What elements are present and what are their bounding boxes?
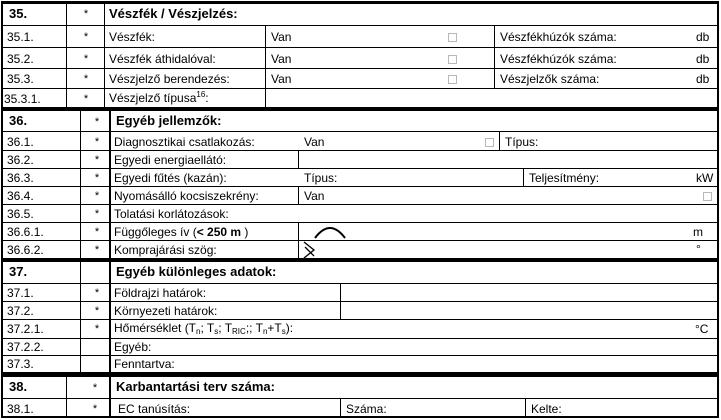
temp-sep-2: ; T — [218, 321, 233, 335]
row-36-6-1-star: * — [94, 226, 100, 238]
row-36-4-label: Nyomásálló kocsiszekrény: — [114, 189, 259, 203]
row-35-2-star: * — [83, 53, 89, 65]
row-36-6-2-unit: ° — [696, 242, 701, 256]
row-36-5-label: Tolatási korlátozások: — [114, 207, 229, 221]
row-35-1-number: 35.1. — [7, 30, 34, 44]
temperature-label: Hőmérséklet (T — [114, 321, 197, 335]
temp-sep-1: ; T — [200, 321, 215, 335]
row-38-1-number: 38.1. — [7, 402, 34, 416]
signal-type-label: Vészjelző típusa — [109, 91, 197, 105]
row-36-6-1-unit: m — [693, 225, 703, 239]
row-35-3-1-number: 35.3.1. — [4, 92, 41, 106]
row-36-6-2-number: 36.6.2. — [7, 243, 44, 257]
row-36-1-label: Diagnosztikai csatlakozás: — [114, 135, 255, 149]
row-36-4-value: Van — [304, 189, 325, 203]
section-35-number: 35. — [9, 6, 28, 21]
row-36-3-type-label: Típus: — [304, 171, 338, 185]
row-35-2-count-label: Vészfékhúzók száma: — [500, 52, 617, 66]
row-36-1-star: * — [94, 136, 100, 148]
row-35-1-label: Vészfék: — [109, 30, 156, 44]
row-37-3-number: 37.3. — [7, 357, 34, 371]
section-36-star: * — [94, 116, 100, 128]
row-36-5-number: 36.5. — [7, 207, 34, 221]
row-36-2-label: Egyedi energiaellátó: — [114, 153, 227, 167]
row-36-3-star: * — [94, 172, 100, 184]
row-36-1-value: Van — [304, 135, 325, 149]
vertical-curve-label: Függőleges ív ( — [114, 225, 197, 239]
row-35-3-number: 35.3. — [7, 72, 34, 86]
row-35-3-value: Van — [271, 72, 292, 86]
row-35-3-unit: db — [696, 72, 710, 86]
row-35-3-1-label — [109, 91, 209, 105]
temp-sub-ric: RIC — [232, 327, 246, 336]
row-36-3-label: Egyedi fűtés (kazán): — [114, 171, 227, 185]
form-sheet — [1, 1, 719, 418]
row-35-2-unit: db — [696, 52, 710, 66]
temp-sub-n: n — [196, 327, 201, 336]
row-35-3-1-star: * — [83, 93, 89, 105]
row-36-4-checkbox[interactable] — [703, 192, 712, 201]
row-36-1-type-label: Típus: — [505, 135, 539, 149]
row-36-4-number: 36.4. — [7, 189, 34, 203]
row-35-2-label: Vészfék áthidalóval: — [109, 52, 216, 66]
row-37-1-star: * — [94, 287, 100, 299]
temp-sub-n2: n — [262, 327, 268, 336]
row-35-1-unit: db — [696, 30, 710, 44]
row-37-1-label: Földrajzi határok: — [114, 286, 207, 300]
row-36-3-number: 36.3. — [7, 171, 34, 185]
row-38-1-label: EC tanúsítás: — [118, 402, 191, 416]
row-37-2-2-label: Egyéb: — [114, 340, 152, 354]
row-36-6-2-star: * — [94, 244, 100, 256]
row-37-2-1-label — [114, 321, 293, 335]
row-37-2-1-number: 37.2.1. — [7, 322, 44, 336]
vertical-curve-paren: ) — [241, 225, 249, 239]
section-38-title: Karbantartási terv száma: — [116, 379, 275, 394]
row-35-1-value: Van — [271, 30, 292, 44]
temp-end: ): — [285, 321, 294, 335]
row-36-3-unit: kW — [696, 171, 714, 185]
row-35-2-value: Van — [271, 52, 292, 66]
row-36-2-number: 36.2. — [7, 153, 34, 167]
row-36-6-1-label — [114, 225, 248, 239]
section-35-star: * — [83, 8, 89, 20]
row-35-2-number: 35.2. — [7, 52, 34, 66]
row-38-1-star: * — [92, 403, 98, 415]
row-35-2-checkbox[interactable] — [448, 55, 457, 64]
section-36-title: Egyéb jellemzők: — [116, 113, 222, 128]
row-37-2-label: Környezeti határok: — [114, 304, 218, 318]
row-36-1-checkbox[interactable] — [485, 138, 494, 147]
row-35-1-star: * — [83, 31, 89, 43]
row-36-1-number: 36.1. — [7, 135, 34, 149]
row-36-3-power-label: Teljesítmény: — [529, 171, 600, 185]
row-35-3-checkbox[interactable] — [448, 75, 457, 84]
temp-sub-s2: s — [281, 327, 286, 336]
vertical-curve-limit: < 250 m — [196, 225, 242, 239]
row-35-1-count-label: Vészfékhúzók száma: — [500, 30, 617, 44]
temp-sub-s: s — [214, 327, 219, 336]
row-36-5-star: * — [94, 208, 100, 220]
footnote-16: 16 — [196, 90, 206, 99]
row-37-1-number: 37.1. — [7, 286, 34, 300]
section-38-number: 38. — [9, 379, 28, 394]
section-36-number: 36. — [9, 113, 28, 128]
row-36-4-star: * — [94, 190, 100, 202]
section-35-title: Vészfék / Vészjelzés: — [109, 6, 238, 21]
section-38-star: * — [92, 382, 98, 394]
row-35-1-checkbox[interactable] — [448, 33, 457, 42]
row-37-3-label: Fenntartva: — [114, 357, 175, 371]
signal-type-colon: : — [205, 91, 209, 105]
row-36-6-2-label: Komprajárási szög: — [114, 243, 217, 257]
row-37-2-number: 37.2. — [7, 304, 34, 318]
section-37-title: Egyéb különleges adatok: — [116, 264, 277, 279]
row-37-2-1-unit: °C — [695, 322, 709, 336]
row-35-3-label: Vészjelző berendezés: — [109, 72, 230, 86]
row-37-2-star: * — [94, 305, 100, 317]
row-37-2-2-number: 37.2.2. — [7, 340, 44, 354]
temp-sep-3: ;; T — [245, 321, 263, 335]
row-35-3-star: * — [83, 73, 89, 85]
row-35-3-count-label: Vészjelzők száma: — [500, 72, 600, 86]
row-36-2-star: * — [94, 154, 100, 166]
row-38-1-date-label: Kelte: — [531, 402, 562, 416]
row-36-6-1-number: 36.6.1. — [7, 225, 44, 239]
section-37-number: 37. — [9, 264, 28, 279]
temp-plus: +T — [267, 321, 282, 335]
row-38-1-number-label: Száma: — [346, 402, 387, 416]
vertical-arc-icon — [313, 222, 347, 240]
row-37-2-1-star: * — [94, 323, 100, 335]
crossed-angle-icon — [302, 241, 316, 259]
